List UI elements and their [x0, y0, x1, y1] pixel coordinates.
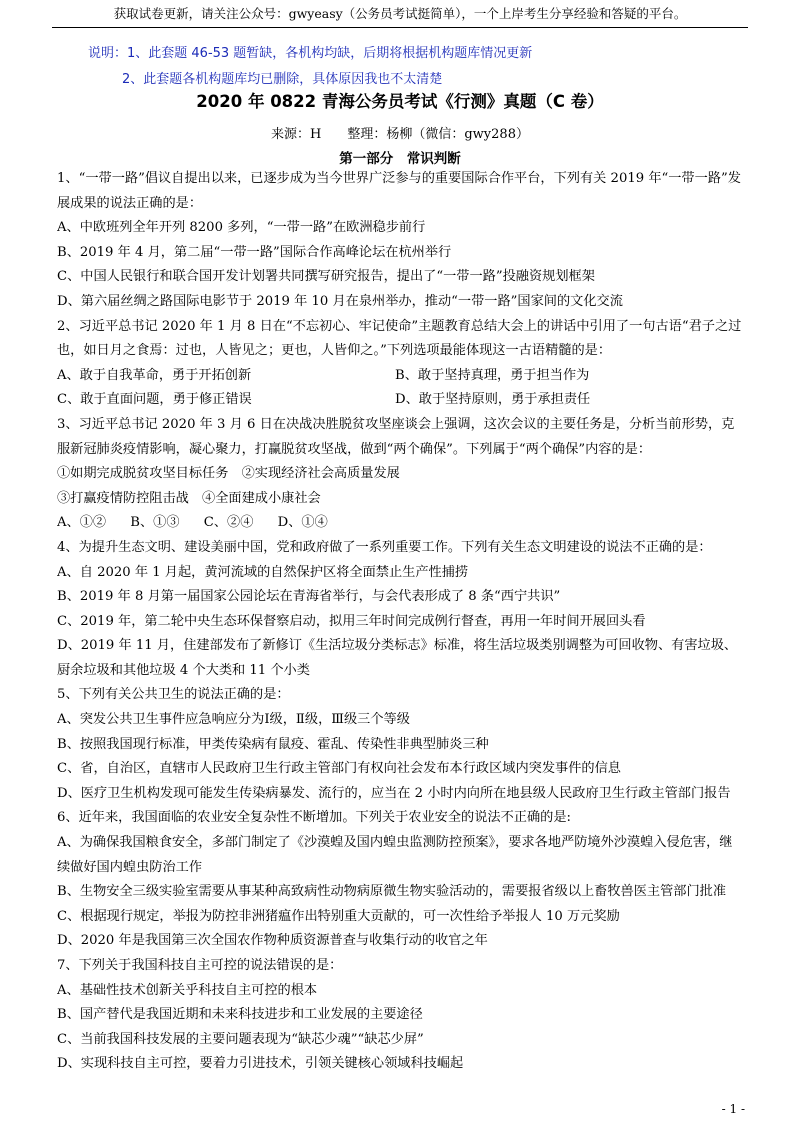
- question-5-option-c: C、省，自治区，直辖市人民政府卫生行政主管部门有权向社会发布本行政区域内突发事件的信息: [57, 761, 621, 777]
- question-2-option-a: A、敢于自我革命，勇于开拓创新: [57, 367, 252, 383]
- question-3-option-d: D、①④: [277, 515, 328, 531]
- question-6-option-b: B、生物安全三级实验室需要从事某种高致病性动物病原微生物实验活动的，需要报省级以上畜牧兽医主管部门批准: [57, 884, 727, 900]
- question-4-option-b: B、2019 年 8 月第一届国家公园论坛在青海省举行，与会代表形成了 8 条“西宁共识”: [57, 589, 561, 605]
- question-2-option-b: B、敢于坚持真理，勇于担当作为: [395, 367, 590, 383]
- question-7-option-b: B、国产替代是我国近期和未来科技进步和工业发展的主要途径: [57, 1007, 423, 1023]
- question-6-option-a: A、为确保我国粮食安全，多部门制定了《沙漠蝗及国内蝗虫监测防控预案》，要求各地严防境外沙漠蝗入侵危害，继续做好国内蝗虫防治工作: [57, 835, 733, 875]
- section-heading: 第一部分 常识判断: [339, 151, 461, 167]
- question-2-options-row-1: [57, 364, 745, 389]
- question-2-stem: 2、习近平总书记 2020 年 1 月 8 日在“不忘初心、牢记使命”主题教育总结大会上的讲话中引用了一句古语“君子之过也，如日月之食焉：过也，人皆见之；更也，人皆仰之。”下列选项最能体现这一古语精髓的是：: [57, 318, 742, 359]
- question-1-option-a: A、中欧班列全年开列 8200 多列，“一带一路”在欧洲稳步前行: [57, 220, 426, 236]
- question-list: [57, 167, 745, 1077]
- question-5-option-a: A、突发公共卫生事件应急响应分为Ⅰ级，Ⅱ级，Ⅲ级三个等级: [57, 712, 410, 728]
- question-1-option-d: D、第六届丝绸之路国际电影节于 2019 年 10 月在泉州举办，推动“一带一路”国家间的文化交流: [57, 293, 623, 309]
- question-6-option-c: C、根据现行规定，举报为防控非洲猪瘟作出特别重大贡献的，可一次性给予举报人 10 万元奖励: [57, 908, 620, 924]
- note-line-2: 2、此套题各机构题库均已删除，具体原因我也不太清楚: [122, 72, 443, 87]
- question-7-stem: 7、下列关于我国科技自主可控的说法错误的是：: [57, 958, 343, 973]
- question-3-option-b: B、①③: [130, 515, 180, 531]
- question-1-option-b: B、2019 年 4 月，第二届“一带一路”国际合作高峰论坛在杭州举行: [57, 244, 452, 260]
- question-3-option-a: A、①②: [57, 515, 107, 531]
- question-2-option-d: D、敢于坚持原则，勇于承担责任: [395, 392, 591, 408]
- header-divider: [52, 27, 748, 28]
- question-5-option-b: B、按照我国现行标准，甲类传染病有鼠疫、霍乱、传染性非典型肺炎三种: [57, 736, 489, 752]
- question-1-option-c: C、中国人民银行和联合国开发计划署共同撰写研究报告，提出了“一带一路”投融资规划框架: [57, 269, 595, 285]
- question-3-option-c: C、②④: [203, 515, 254, 531]
- question-4-stem: 4、为提升生态文明、建设美丽中国，党和政府做了一系列重要工作。下列有关生态文明建设的说法不正确的是：: [57, 539, 712, 555]
- question-3-items-2: ③打赢疫情防控阻击战 ④全面建成小康社会: [57, 490, 321, 506]
- question-4-option-a: A、自 2020 年 1 月起，黄河流域的自然保护区将全面禁止生产性捕捞: [57, 564, 469, 580]
- question-7-option-c: C、当前我国科技发展的主要问题表现为“缺芯少魂”“缺芯少屏”: [57, 1031, 424, 1047]
- question-1-stem: 1、“一带一路”倡议自提出以来，已逐步成为当今世界广泛参与的重要国际合作平台，下列有关 2019 年“一带一路”发展成果的说法正确的是：: [57, 171, 741, 211]
- question-3-items-1: ①如期完成脱贫攻坚目标任务 ②实现经济社会高质量发展: [57, 466, 400, 482]
- question-6-option-d: D、2020 年是我国第三次全国农作物种质资源普查与收集行动的收官之年: [57, 933, 488, 949]
- question-3-stem: 3、习近平总书记 2020 年 3 月 6 日在决战决胜脱贫攻坚座谈会上强调，这次会议的主要任务是，分析当前形势，克服新冠肺炎疫情影响，凝心聚力，打赢脱贫攻坚战，做到“两个确保”。下列属于“两个确保”内容的是：: [57, 416, 735, 457]
- question-6-stem: 6、近年来，我国面临的农业安全复杂性不断增加。下列关于农业安全的说法不正确的是:: [57, 810, 571, 826]
- question-7-option-d: D、实现科技自主可控，要着力引进技术，引领关键核心领域科技崛起: [57, 1056, 464, 1072]
- document-source: 来源：H 整理：杨柳（微信：gwy288）: [271, 127, 529, 142]
- page-header: 获取试卷更新，请关注公众号：gwyeasy（公务员考试挺简单），一个上岸考生分享经验和答疑的平台。: [113, 6, 687, 21]
- question-4-option-c: C、2019 年，第二轮中央生态环保督察启动，拟用三年时间完成例行督查，再用一年时间开展回头看: [57, 613, 646, 629]
- document-title: 2020 年 0822 青海公务员考试《行测》真题（C 卷）: [196, 92, 604, 111]
- question-3-options: [57, 511, 745, 536]
- question-4-option-d: D、2019 年 11 月，住建部发布了新修订《生活垃圾分类标志》标准，将生活垃圾类别调整为可回收物、有害垃圾、厨余垃圾和其他垃圾 4 个大类和 11 个小类: [57, 638, 738, 678]
- question-5-option-d: D、医疗卫生机构发现可能发生传染病暴发、流行的，应当在 2 小时内向所在地县级人民政府卫生行政主管部门报告: [57, 785, 731, 801]
- question-2-option-c: C、敢于直面问题，勇于修正错误: [57, 392, 252, 408]
- page-number: - 1 -: [721, 1102, 745, 1116]
- question-2-options-row-2: [57, 388, 745, 413]
- question-5-stem: 5、下列有关公共卫生的说法正确的是：: [57, 687, 290, 703]
- note-line-1: 说明：1、此套题 46-53 题暂缺，各机构均缺，后期将根据机构题库情况更新: [88, 46, 533, 61]
- question-7-option-a: A、基础性技术创新关乎科技自主可控的根本: [57, 982, 318, 998]
